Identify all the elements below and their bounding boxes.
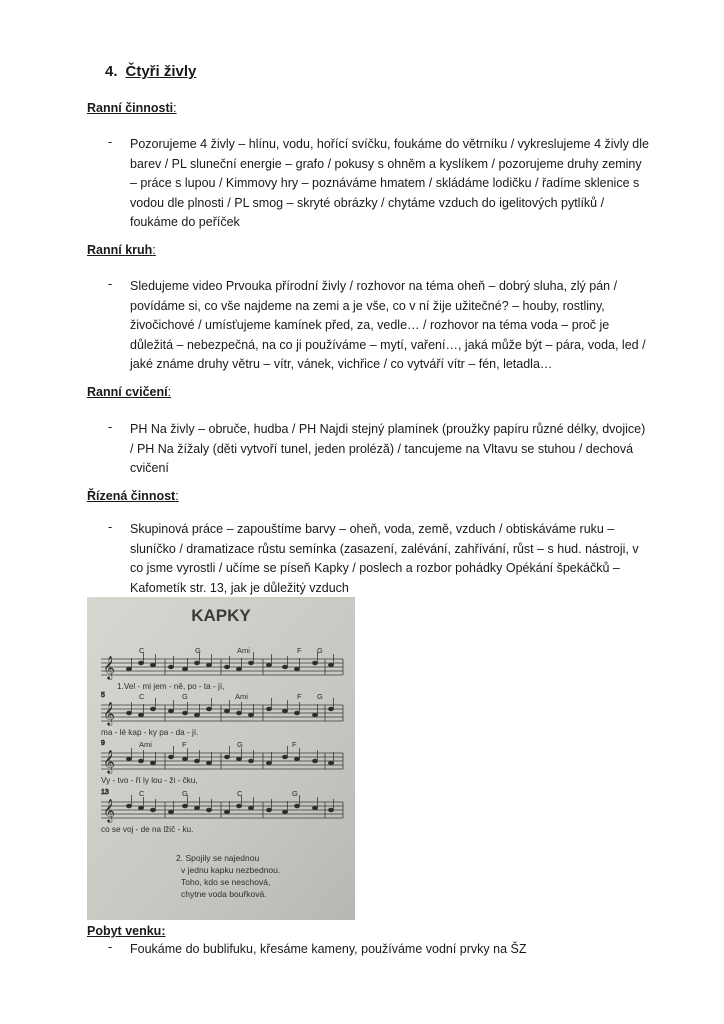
chord-label: G	[317, 646, 323, 655]
note-head	[194, 713, 199, 717]
song-sheet-photo	[87, 597, 355, 920]
note-head	[168, 709, 173, 713]
note-head	[206, 663, 211, 667]
note-head	[312, 713, 317, 717]
note-head	[248, 806, 253, 810]
bullet-dash: -	[108, 135, 113, 149]
note-head	[294, 757, 299, 761]
section-title	[105, 63, 196, 80]
note-head	[126, 757, 131, 761]
note-head	[138, 713, 143, 717]
note-head	[138, 806, 143, 810]
note-head	[126, 667, 131, 671]
verse2-line-1: 2. Spojily se najednou	[176, 853, 260, 863]
chord-label: F	[297, 646, 302, 655]
note-head	[266, 761, 271, 765]
note-head	[294, 804, 299, 808]
note-head	[312, 759, 317, 763]
heading-ranni-cinnosti: Ranní činnosti:	[87, 101, 177, 115]
chord-label: G	[182, 789, 188, 798]
measure-number: 13	[101, 789, 109, 796]
note-head	[328, 808, 333, 812]
note-head	[236, 667, 241, 671]
bullet-dash: -	[108, 940, 113, 954]
chord-label: G	[182, 692, 188, 701]
note-head	[224, 709, 229, 713]
chord-label: C	[237, 789, 243, 798]
note-head	[194, 759, 199, 763]
heading-rizena-cinnost: Řízená činnost:	[87, 489, 179, 503]
chord-label: C	[139, 789, 145, 798]
heading-ranni-kruh: Ranní kruh:	[87, 243, 156, 257]
note-head	[236, 804, 241, 808]
note-head	[150, 663, 155, 667]
note-head	[150, 761, 155, 765]
section-number: 4.	[105, 63, 118, 80]
note-head	[328, 707, 333, 711]
note-head	[206, 761, 211, 765]
paragraph-ranni-cviceni: PH Na živly – obruče, hudba / PH Najdi stejný plamínek (proužky papíru různé délky, dvojice) / PH Na žížaly (děti vytvoří tunel, jeden proléză) / tancujeme na Vltavu se stuhou / dechová cvičení	[130, 422, 646, 475]
chord-label: G	[237, 740, 243, 749]
measure-number: 5	[101, 692, 105, 699]
note-head	[328, 663, 333, 667]
note-head	[248, 713, 253, 717]
note-head	[168, 810, 173, 814]
note-head	[224, 665, 229, 669]
chord-label: F	[182, 740, 187, 749]
note-head	[182, 667, 187, 671]
note-head	[182, 804, 187, 808]
note-head	[266, 707, 271, 711]
note-head	[150, 707, 155, 711]
section-title-text: Čtyři živly	[125, 63, 197, 80]
chord-label: G	[195, 646, 201, 655]
paragraph-rizena-cinnost: Skupinová práce – zapouštíme barvy – oheň, voda, země, vzduch / obtiskáváme ruku – sluníčko / dramatizace růstu semínka (zasazení, zalévání, zahřívání, růst – s hud. nástroji, v co jsme vyrostli / učíme se píseň Kapky / poslech a rozbor pohádky Opékání špekáčků – Kafometík str. 13, jak je důležitý vzduch	[130, 522, 639, 595]
paragraph-ranni-cinnosti: Pozorujeme 4 živly – hlínu, vodu, hořící svíčku, foukáme do větrníku / vykreslujeme 4 živly dle barev / PL sluneční energie – grafo / pokusy s ohněm a kyslíkem / pozorujeme druhy zeminy – práce s lupou / Kimmovy hry – poznáváme hmatem / skládáme lodičku / řadíme sklenice s vodou dle plnosti / PL smog – skryté obrázky / chytáme vzduch do igelitových pytlíků / foukáme do peříček	[130, 137, 649, 229]
chord-label: C	[139, 646, 145, 655]
bullet-dash: -	[108, 420, 113, 434]
note-head	[282, 810, 287, 814]
lyrics-line: Vy - tvo - ří ly lou - ži - čku,	[101, 776, 198, 785]
paragraph-ranni-kruh: Sledujeme video Prvouka přírodní živly / rozhovor na téma oheň – dobrý sluha, zlý pán / povídáme si, co vše najdeme na zemi a je vše, co v ní žije užitečné? – houby, rostliny, živočichové / umísťujeme kamínek před, za, vedle… / rozhovor na téma voda – proč je důležitá – nebezpečná, na co ji používáme – mytí, vaření…, jaká může být – pára, voda, led / jaké známe druhy větru – vítr, vánek, vichřice / co vytváří vítr – fén, letadla…	[130, 279, 646, 371]
note-head	[266, 808, 271, 812]
bullet-dash: -	[108, 520, 113, 534]
treble-clef-icon: 𝄞	[103, 655, 115, 679]
lyrics-line: 1.Vel - mi jem - ně, po - ta - jí,	[117, 682, 225, 691]
note-head	[266, 663, 271, 667]
note-head	[294, 711, 299, 715]
note-head	[182, 757, 187, 761]
note-head	[182, 711, 187, 715]
note-head	[224, 755, 229, 759]
treble-clef-icon: 𝄞	[103, 749, 115, 773]
chord-label: C	[139, 692, 145, 701]
chord-label: Ami	[237, 646, 250, 655]
chord-label: Ami	[139, 740, 152, 749]
note-head	[282, 665, 287, 669]
note-head	[282, 709, 287, 713]
note-head	[236, 711, 241, 715]
lyrics-line: ma - lé kap - ky pa - da - jí.	[101, 728, 199, 737]
verse2-line-2: v jednu kapku nezbednou.	[181, 865, 281, 875]
heading-ranni-cviceni: Ranní cvičení:	[87, 385, 172, 399]
note-head	[294, 667, 299, 671]
note-head	[168, 665, 173, 669]
treble-clef-icon: 𝄞	[103, 798, 115, 822]
treble-clef-icon: 𝄞	[103, 701, 115, 725]
chord-label: G	[317, 692, 323, 701]
verse2-line-3: Toho, kdo se neschová,	[181, 877, 271, 887]
note-head	[248, 661, 253, 665]
note-head	[312, 806, 317, 810]
chord-label: G	[292, 789, 298, 798]
verse2-line-4: chytne voda bouřková.	[181, 889, 267, 899]
note-head	[194, 661, 199, 665]
note-head	[312, 661, 317, 665]
note-head	[224, 810, 229, 814]
note-head	[168, 755, 173, 759]
note-head	[138, 759, 143, 763]
chord-label: F	[297, 692, 302, 701]
bullet-dash: -	[108, 277, 113, 291]
song-title: KAPKY	[191, 606, 251, 625]
note-head	[206, 707, 211, 711]
chord-label: F	[292, 740, 297, 749]
note-head	[328, 761, 333, 765]
chord-label: Ami	[235, 692, 248, 701]
lyrics-line: co se voj - de na lžič - ku.	[101, 825, 194, 834]
note-head	[126, 711, 131, 715]
note-head	[194, 806, 199, 810]
paragraph-pobyt-venku: Foukáme do bublifuku, křesáme kameny, používáme vodní prvky na ŠZ	[130, 942, 527, 956]
note-head	[126, 804, 131, 808]
note-head	[236, 757, 241, 761]
measure-number: 9	[101, 740, 105, 747]
note-head	[150, 808, 155, 812]
heading-pobyt-venku: Pobyt venku:	[87, 924, 166, 938]
note-head	[138, 661, 143, 665]
note-head	[206, 808, 211, 812]
note-head	[248, 759, 253, 763]
note-head	[282, 755, 287, 759]
